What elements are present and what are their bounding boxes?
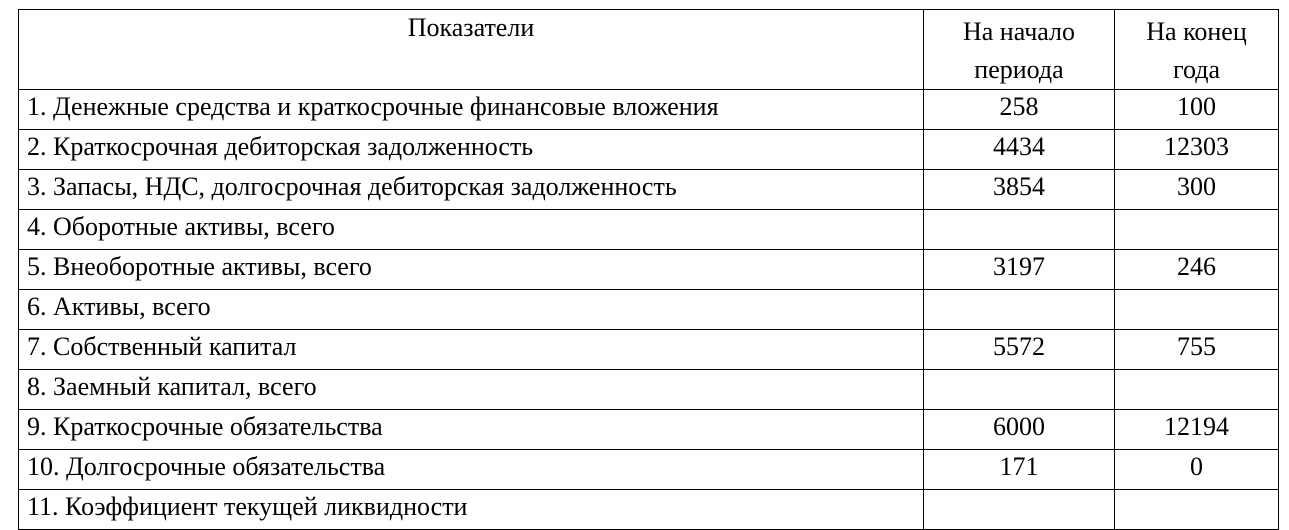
value-year-end: 12194 (1115, 410, 1279, 450)
value-year-end (1115, 490, 1279, 530)
value-year-end (1115, 210, 1279, 250)
indicators-table (18, 9, 1279, 530)
value-period-start (924, 290, 1115, 330)
table-row (19, 170, 1279, 210)
row-label: 11. Коэффициент текущей ликвидности (19, 490, 924, 530)
table-row (19, 250, 1279, 290)
value-period-start (924, 370, 1115, 410)
table-row (19, 490, 1279, 530)
row-label: 5. Внеоборотные активы, всего (19, 250, 924, 290)
value-year-end (1115, 370, 1279, 410)
header-indicators: Показатели (19, 10, 924, 90)
value-period-start: 258 (924, 90, 1115, 130)
value-period-start: 5572 (924, 330, 1115, 370)
value-period-start (924, 210, 1115, 250)
value-period-start: 3197 (924, 250, 1115, 290)
row-label: 8. Заемный капитал, всего (19, 370, 924, 410)
value-year-end (1115, 290, 1279, 330)
value-year-end: 100 (1115, 90, 1279, 130)
table-row (19, 130, 1279, 170)
value-year-end: 12303 (1115, 130, 1279, 170)
row-label: 1. Денежные средства и краткосрочные финансовые вложения (19, 90, 924, 130)
header-row (19, 10, 1279, 90)
value-year-end: 0 (1115, 450, 1279, 490)
table-row (19, 370, 1279, 410)
value-period-start: 3854 (924, 170, 1115, 210)
table-row (19, 330, 1279, 370)
row-label: 7. Собственный капитал (19, 330, 924, 370)
value-period-start: 4434 (924, 130, 1115, 170)
row-label: 3. Запасы, НДС, долгосрочная дебиторская задолженность (19, 170, 924, 210)
table-row (19, 210, 1279, 250)
value-year-end: 755 (1115, 330, 1279, 370)
row-label: 9. Краткосрочные обязательства (19, 410, 924, 450)
table-row (19, 410, 1279, 450)
value-year-end: 246 (1115, 250, 1279, 290)
header-year-end: На конец года (1115, 10, 1279, 90)
header-period-start: На начало периода (924, 10, 1115, 90)
table-row (19, 290, 1279, 330)
value-period-start (924, 490, 1115, 530)
row-label: 6. Активы, всего (19, 290, 924, 330)
row-label: 10. Долгосрочные обязательства (19, 450, 924, 490)
row-label: 4. Оборотные активы, всего (19, 210, 924, 250)
value-period-start: 171 (924, 450, 1115, 490)
row-label: 2. Краткосрочная дебиторская задолженность (19, 130, 924, 170)
table-row (19, 90, 1279, 130)
table-row (19, 450, 1279, 490)
value-year-end: 300 (1115, 170, 1279, 210)
value-period-start: 6000 (924, 410, 1115, 450)
